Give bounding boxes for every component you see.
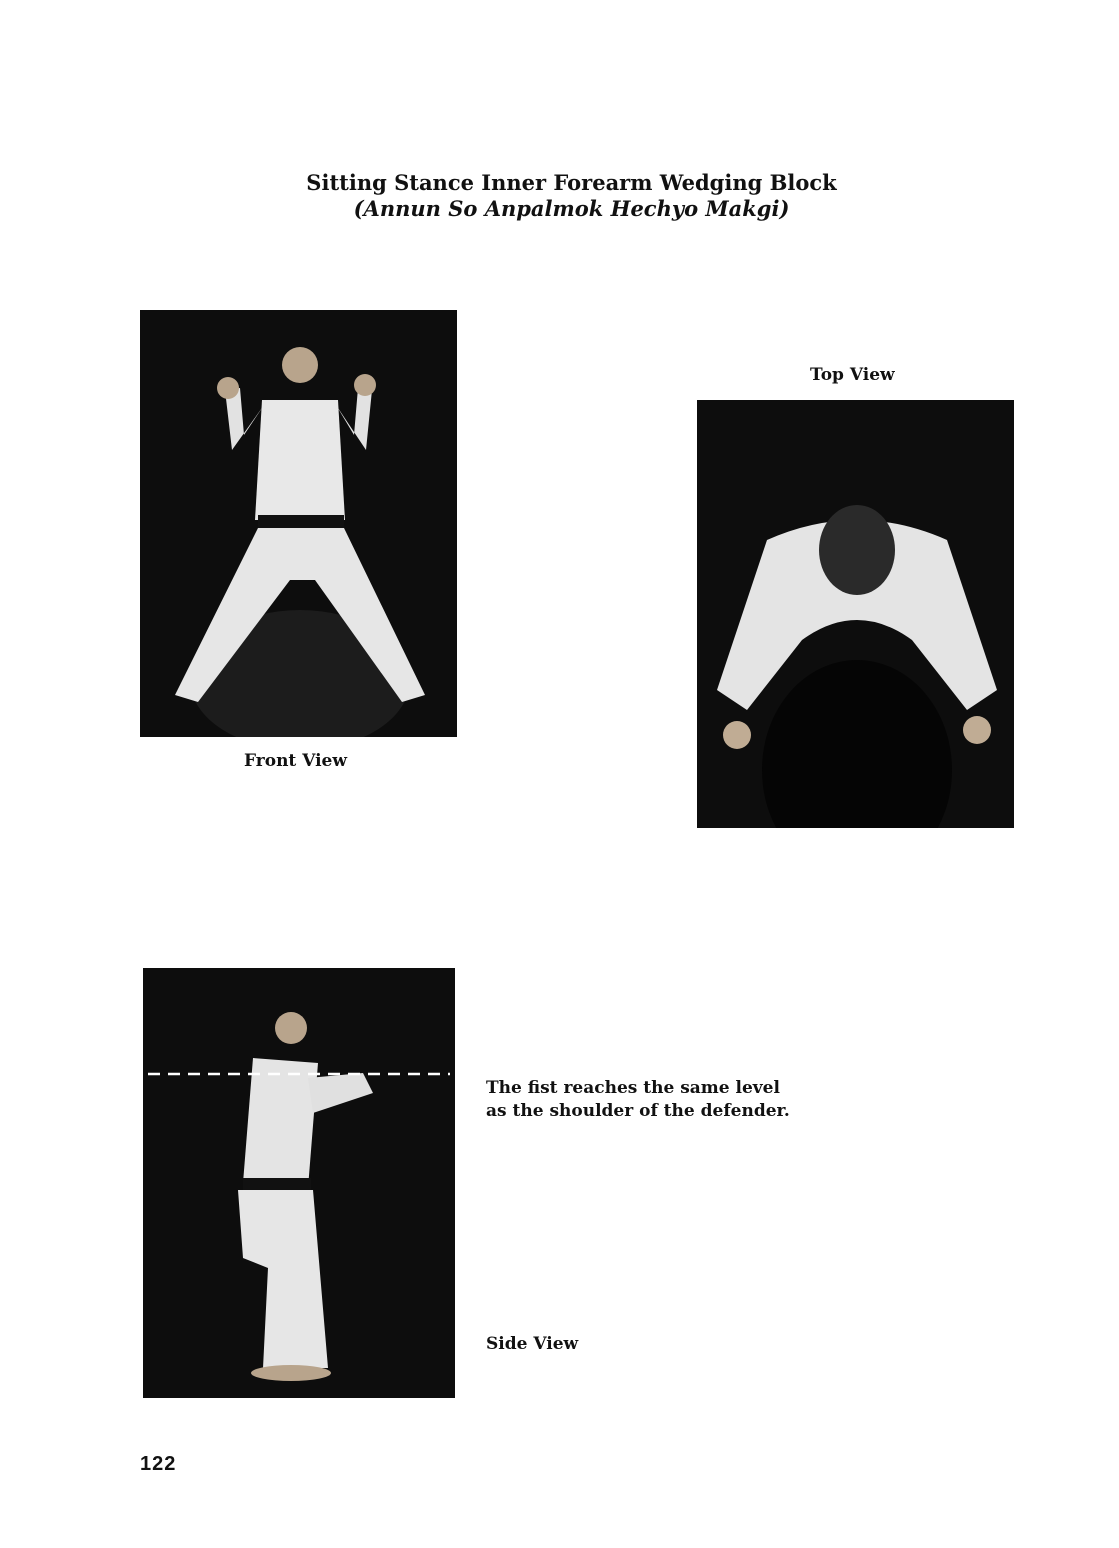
front-view-label: Front View: [244, 751, 347, 771]
side-view-label: Side View: [486, 1334, 579, 1354]
page-subtitle: (Annun So Anpalmok Hechyo Makgi): [353, 196, 790, 221]
side-view-photo: [143, 968, 455, 1398]
top-view-photo: [697, 400, 1014, 828]
page-title: Sitting Stance Inner Forearm Wedging Block: [306, 170, 837, 195]
top-view-label: Top View: [810, 365, 895, 385]
front-view-photo: [140, 310, 457, 737]
side-view-caption-line1: The fist reaches the same level: [486, 1078, 780, 1098]
side-view-caption-line2: as the shoulder of the defender.: [486, 1101, 790, 1121]
page-number: 122: [140, 1453, 177, 1475]
